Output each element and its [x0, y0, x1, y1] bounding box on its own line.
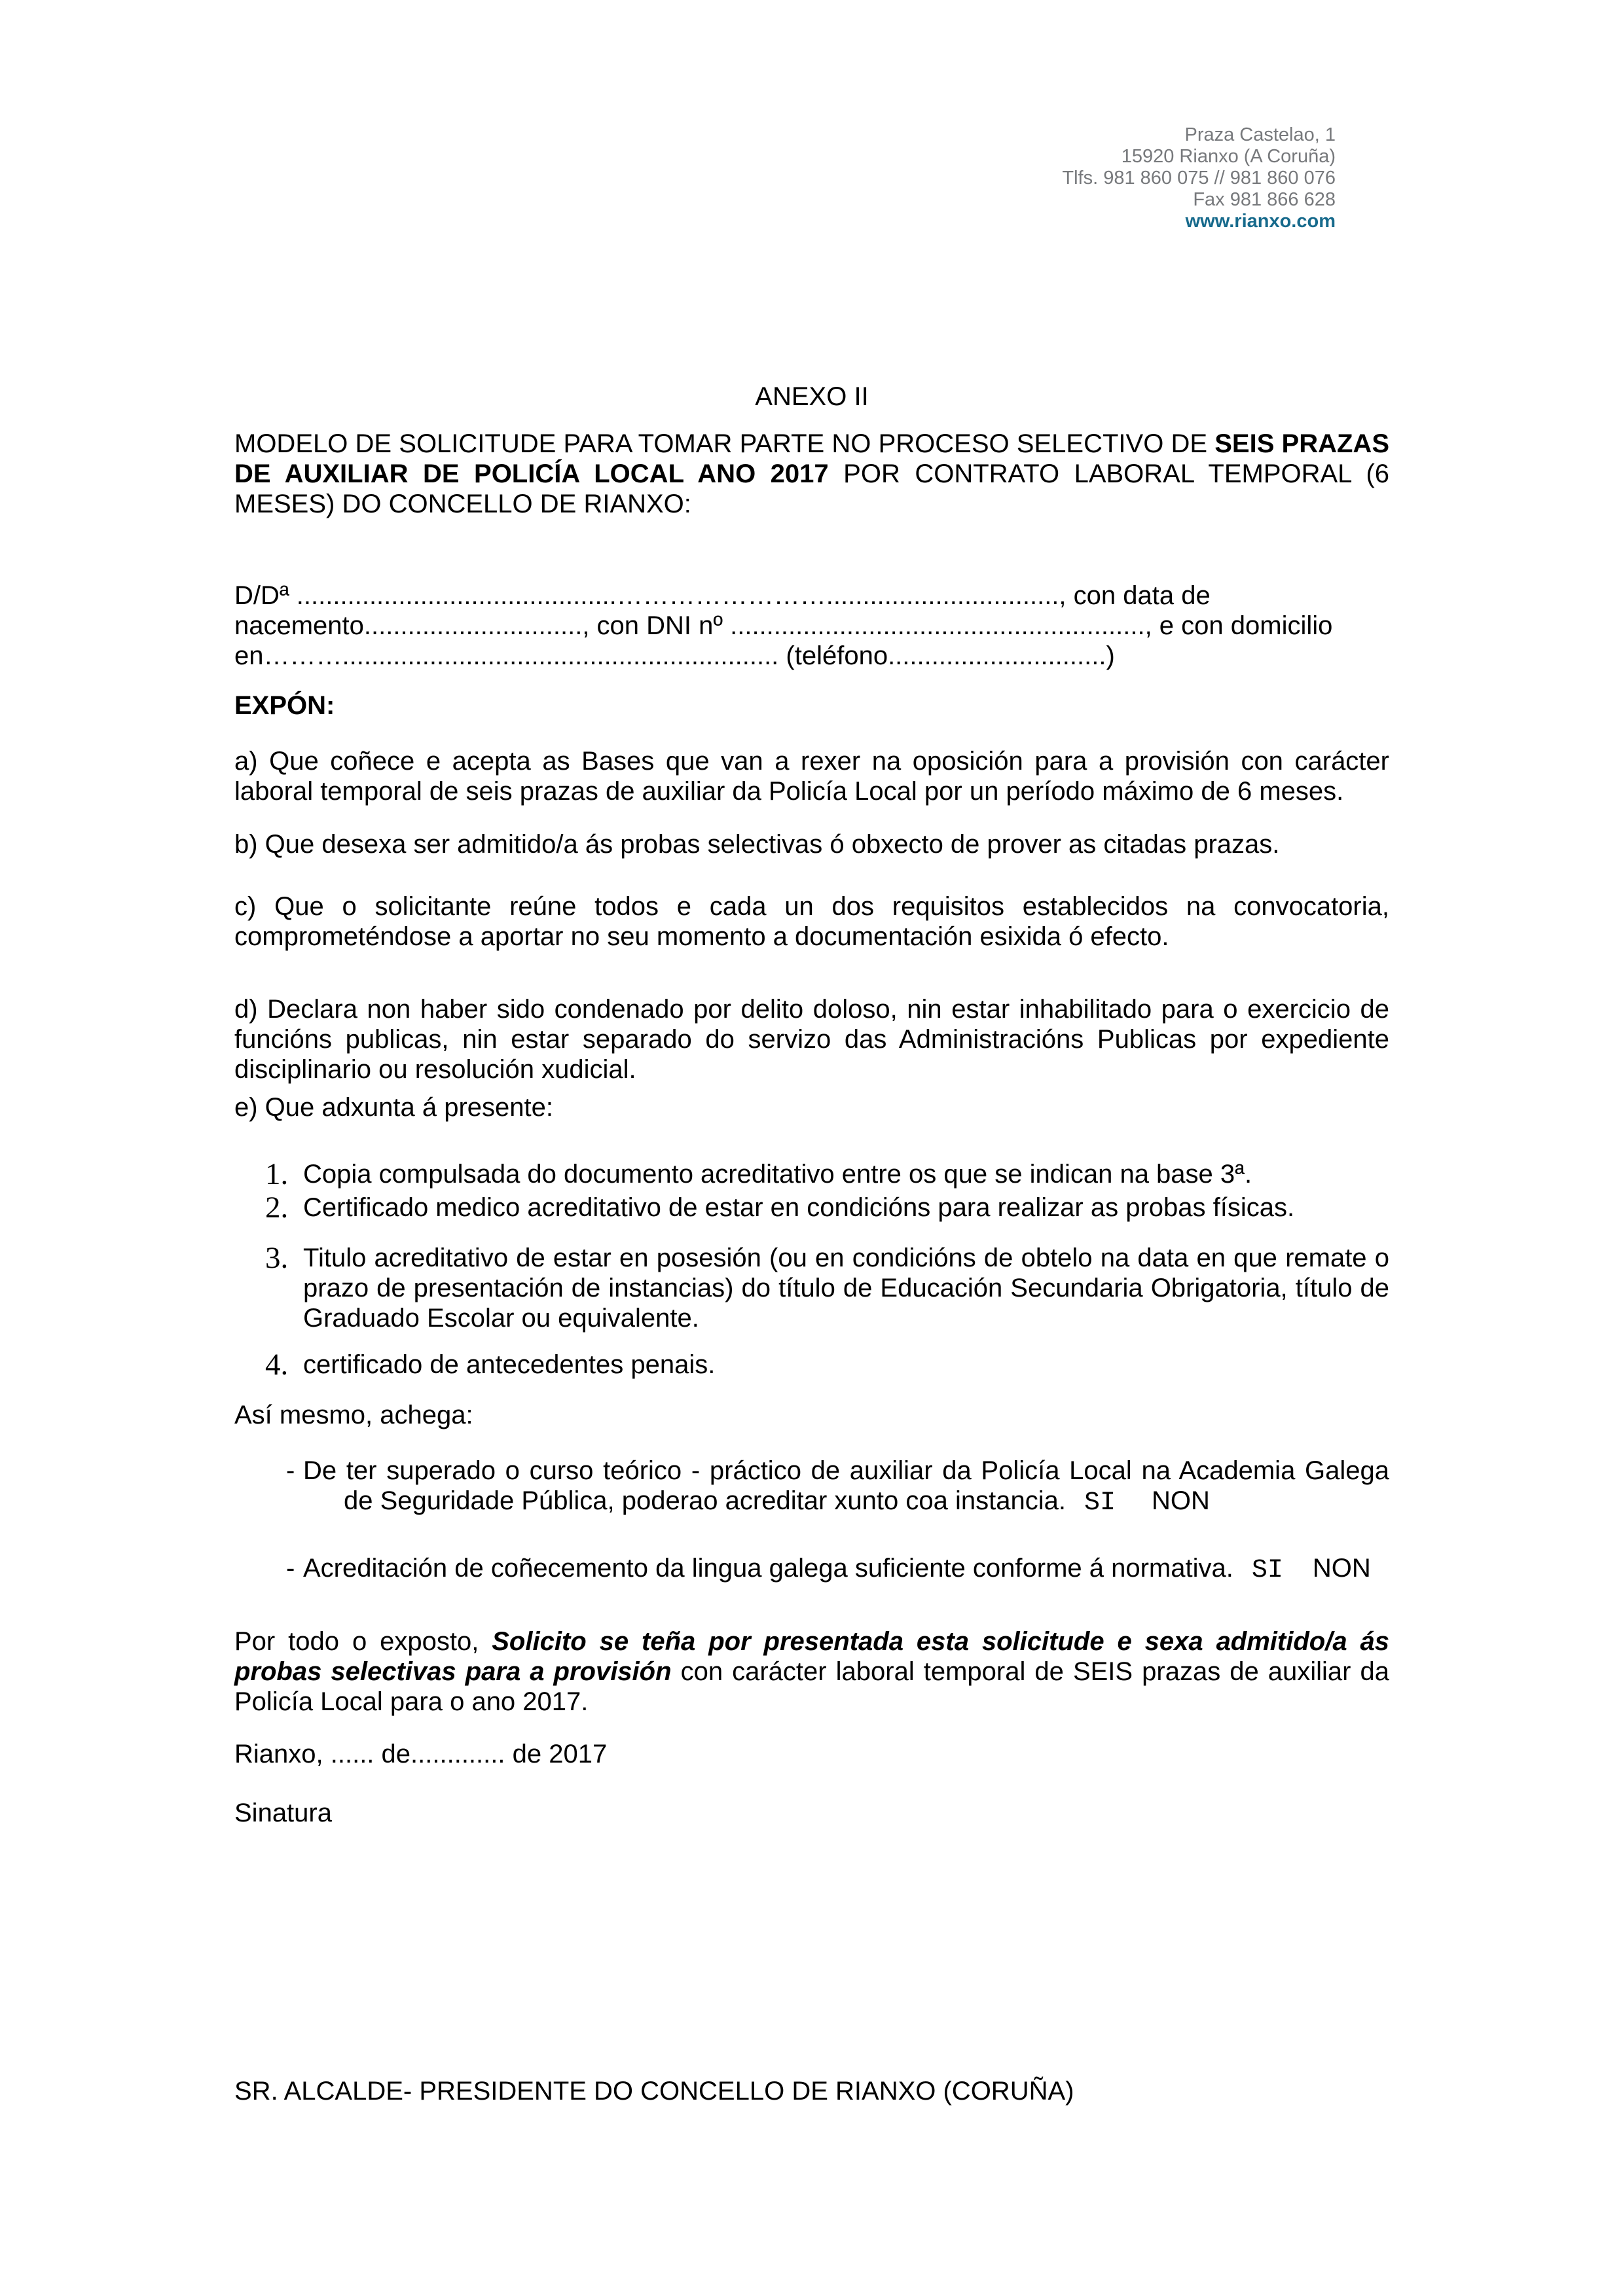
attachment-item-4 — [234, 1350, 1389, 1380]
clause-b: b) Que desexa ser admitido/a ás probas selectivas ó obxecto de prover as citadas prazas. — [234, 830, 1280, 859]
closing-text-1: Por todo o exposto, — [234, 1627, 492, 1656]
bullet-item-2 — [234, 1553, 1389, 1586]
asi-mesmo-line: Así mesmo, achega: — [234, 1401, 473, 1429]
si-option-2: SI — [1251, 1556, 1283, 1585]
letterhead-fax: Fax 981 866 628 — [1193, 189, 1336, 210]
attachment-text-1: Copia compulsada do documento acreditativo entre os que se indican na base 3ª. — [303, 1160, 1252, 1189]
attachment-number-4: 4. — [265, 1348, 289, 1382]
letterhead — [234, 124, 1336, 232]
attachment-text-4: certificado de antecedentes penais. — [303, 1350, 716, 1379]
clause-d: d) Declara non haber sido condenado por delito doloso, nin estar inhabilitado para o exercicio de funcións publicas, nin estar separado do servizo das Administracións Publicas por expediente disciplinario ou resolución xudicial. — [234, 995, 1389, 1084]
attachment-item-3 — [234, 1243, 1389, 1333]
attachment-number-2: 2. — [265, 1191, 289, 1225]
clause-a: a) Que coñece e acepta as Bases que van a rexer na oposición para a provisión con carácter laboral temporal de seis prazas de auxiliar da Policía Local por un período máximo de 6 meses. — [234, 747, 1389, 806]
letterhead-city-line: 15920 Rianxo (A Coruña) — [1121, 146, 1336, 167]
applicant-fill-block — [234, 581, 1389, 671]
attachment-item-1 — [234, 1159, 1389, 1189]
closing-text-2: con carácter laboral temporal de SEIS prazas de auxiliar da Policía Local para o ano 2017. — [234, 1657, 1390, 1716]
dash-marker-2: - — [286, 1554, 295, 1583]
clause-c: c) Que o solicitante reúne todos e cada un dos requisitos establecidos na convocatoria, comprometéndose a aportar no seu momento a documentación esixida ó efecto. — [234, 892, 1389, 951]
applicant-name-line: D/Dª ............................................……………………................................, con data de — [234, 581, 1211, 610]
letterhead-phones: Tlfs. 981 860 075 // 981 860 076 — [1062, 168, 1336, 188]
intro-text-bold: SEIS PRAZAS DE AUXILIAR DE POLICÍA LOCAL ANO 2017 — [234, 429, 1389, 488]
bullet-text-2: Acreditación de coñecemento da lingua galega suficiente conforme á normativa. — [303, 1554, 1233, 1583]
si-option-1: SI — [1084, 1488, 1116, 1518]
closing-paragraph — [234, 1626, 1389, 1717]
date-line: Rianxo, ...... de............. de 2017 — [234, 1740, 608, 1768]
signature-label: Sinatura — [234, 1799, 332, 1827]
attachment-text-2: Certificado medico acreditativo de estar en condicións para realizar as probas físicas. — [303, 1193, 1295, 1222]
dash-marker-1: - — [286, 1456, 295, 1485]
applicant-address-line: en………............................................................ (teléfono..............................) — [234, 641, 1115, 670]
non-option-2: NON — [1312, 1554, 1371, 1583]
clause-e: e) Que adxunta á presente: — [234, 1093, 553, 1122]
intro-paragraph — [234, 429, 1389, 519]
bullet-text-1: De ter superado o curso teórico - práctico de auxiliar da Policía Local na Academia Galega de Seguridade Pública, poderao acreditar xunto coa instancia. — [303, 1456, 1389, 1515]
closing-request-bold: Solicito se teña por presentada esta solicitude e sexa admitido/a ás probas selectivas para a provisión — [234, 1627, 1389, 1686]
attachment-text-3: Titulo acreditativo de estar en posesión (ou en condicións de obtelo na data en que remate o prazo de presentación de instancias) do título de Educación Secundaria Obrigatoria, título de Graduado Escolar ou equivalente. — [303, 1244, 1389, 1333]
addressee-line: SR. ALCALDE- PRESIDENTE DO CONCELLO DE RIANXO (CORUÑA) — [234, 2077, 1074, 2106]
intro-text-2: POR CONTRATO LABORAL TEMPORAL (6 MESES) DO CONCELLO DE RIANXO: — [234, 459, 1390, 518]
bullet-item-1 — [234, 1456, 1389, 1518]
intro-text-1: MODELO DE SOLICITUDE PARA TOMAR PARTE NO PROCESO SELECTIVO DE — [234, 429, 1215, 458]
attachment-number-1: 1. — [265, 1157, 289, 1191]
letterhead-website: www.rianxo.com — [1185, 211, 1336, 232]
attachment-item-2 — [234, 1193, 1389, 1223]
page-title: ANEXO II — [755, 382, 869, 411]
applicant-dni-line: nacemento.............................., con DNI nº ........................................................., e con domicilio — [234, 611, 1333, 640]
non-option-1: NON — [1151, 1486, 1210, 1515]
expon-heading: EXPÓN: — [234, 691, 335, 720]
attachment-number-3: 3. — [265, 1241, 289, 1275]
letterhead-address-line: Praza Castelao, 1 — [1184, 124, 1336, 145]
